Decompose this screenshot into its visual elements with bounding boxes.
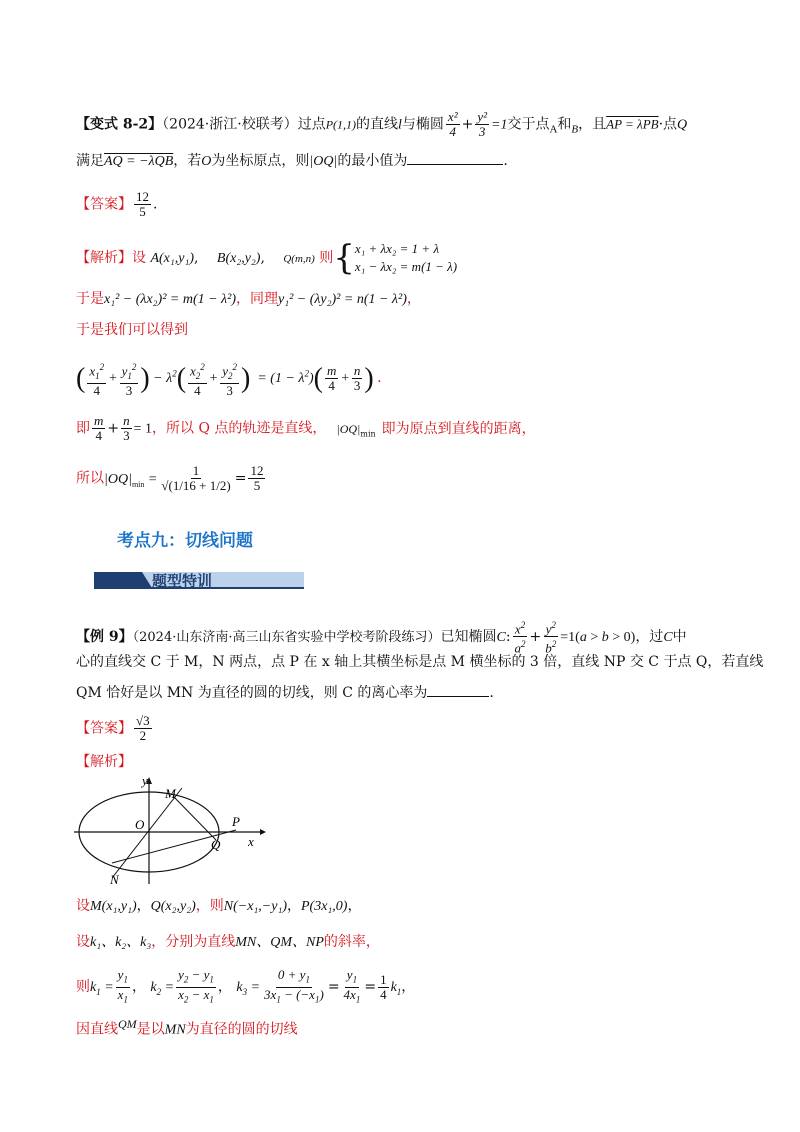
solution-2-line2: [76, 932, 730, 953]
text: .: [503, 153, 508, 169]
solution-1-line2: [76, 289, 730, 310]
text: 为坐标原点，则: [211, 153, 310, 169]
curve-c: C: [496, 629, 506, 645]
text: 是以: [136, 1021, 165, 1038]
text: ，且: [578, 116, 607, 133]
line-l: l: [398, 117, 402, 133]
point-p: P(1,1): [325, 117, 357, 132]
equation-rhs: = 1: [133, 421, 153, 437]
solution-1-line6: 所以$|OQ|_{min}$ = $\frac{1}{√(1/16 + 1/2)}$ = $\frac{12}{5}$: [76, 463, 264, 493]
fraction-x2-4: $\frac{\text{x²}}{4}$: [447, 109, 458, 139]
label-o: O: [135, 817, 145, 832]
fraction-y2-3: $\frac{\text{y²}}{3}$: [477, 109, 487, 139]
vector-eq-aq: AQ = −λQB: [104, 154, 174, 169]
fraction-n3: $\frac{n}{3}$: [123, 413, 130, 443]
fraction-m4: $\frac{m}{4}$: [94, 413, 104, 443]
text: .: [489, 685, 494, 701]
text: 心的直线交 C 于 M，N 两点，点 P 在 x 轴上其横坐标是点 M 横坐标的 3 倍，直线 NP 交 C 于点 Q，若直线: [76, 654, 764, 670]
distance-fraction: $\frac{1}{√(1/16 + 1/2)}$: [161, 463, 231, 493]
point-n-coords: N(−x₁,−y₁): [223, 899, 287, 914]
fraction: $\frac{y_1}{4x_1}$: [343, 967, 361, 1005]
label-x: x: [248, 834, 254, 849]
fraction: $\frac{1}{4}$: [380, 971, 387, 1002]
oq-abs: |OQ|: [336, 421, 361, 436]
text: 于是: [76, 291, 104, 307]
example-source: （2024·山东济南·高三山东省实验中学校考阶段练习）: [132, 629, 441, 645]
text: 交于点: [507, 116, 550, 133]
ellipse-condition: =1(a > b > 0): [560, 629, 636, 645]
text: ，: [347, 898, 362, 914]
text: 即: [76, 420, 90, 437]
point-p-coords: P(3x₁,0): [300, 899, 348, 914]
text: QM 恰好是以 MN 为直径的圆的切线，则 C 的离心率为: [76, 685, 428, 701]
text: 为直径的圆的切线: [185, 1021, 298, 1038]
fraction: $\frac{y_2 - y_1}{x_2 - x_1}$: [178, 967, 214, 1005]
solution-2-line1: 设M(x₁,y₁)，Q(x₂,y₂)，则N(−x₁,−y₁)，P(3x₁,0)，: [76, 898, 362, 914]
slope-names: k₁、k₂、k₃: [90, 935, 152, 950]
problem-tag: 【变式 8-2】: [76, 116, 163, 133]
text: 即为原点到直线的距离，: [381, 420, 536, 437]
subscript-min: min: [360, 429, 376, 439]
label-q: Q: [211, 837, 221, 852]
answer-fraction: $\frac{√3}{2}$: [136, 713, 150, 743]
text: .: [153, 196, 158, 213]
problem-v82-line2: [76, 150, 730, 172]
example-9-line2: [76, 652, 764, 672]
text: ，过: [635, 628, 664, 645]
fraction-y2-b2: $\frac{y^2}{b^2}$: [545, 620, 557, 656]
solution-2-line3: 则$k_1$ = $\frac{y_1}{x_1}$ ， $k_2$ = $\frac{y_2 - y_1}{x_2 - x_1}$ ， $k_3$ = $\frac{0 + y_1}{3x_1 - (-x_1)}$ = $\frac{y_1}{4x_1}$ = $\frac{1}{4}$ $k_1$，: [76, 967, 416, 1005]
point-q-coords: Q(x₂,y₂): [150, 899, 196, 914]
line-names: MN、QM、NP: [235, 935, 324, 950]
k1-term: $k_1$: [390, 980, 402, 997]
text: 设: [76, 898, 90, 914]
text: 因直线: [76, 1021, 118, 1038]
example-tag: 【例 9】: [76, 628, 133, 645]
example-9-line1: 【例 9】（2024·山东济南·高三山东省实验中学校考阶段练习）已知椭圆C: $\frac{x^2}{a^2}$ + $\frac{y^2}{b^2}$ =1(a > b > 0)，过C中: [76, 620, 687, 656]
point-a-coords: A(x₁,y₁): [150, 251, 194, 266]
answer-blank: [427, 682, 489, 697]
text: 和: [557, 116, 572, 133]
label-n: N: [110, 872, 119, 886]
text: 中: [672, 628, 687, 645]
text: 则: [76, 979, 90, 996]
example-9-line3: [76, 682, 730, 703]
solution-2-label: [76, 752, 730, 772]
oq-min-expr: $|OQ|_{min}$ =: [104, 471, 158, 489]
text: 的直线: [356, 116, 399, 133]
label-p: P: [232, 814, 240, 829]
answer-2: [76, 714, 730, 743]
equation-system: x₁ + λx₂ = 1 + λ x₁ − λx₂ = m(1 − λ): [354, 241, 458, 274]
point-q: Q: [677, 117, 688, 133]
answer-label: 【答案】: [76, 720, 132, 737]
brace: {: [333, 238, 355, 278]
text: 于是我们可以得到: [76, 322, 188, 338]
fraction-x2-a2: $\frac{x^2}{a^2}$: [514, 620, 526, 656]
text: 所以: [76, 470, 104, 487]
x-axis-arrow: [260, 829, 266, 835]
text: 满足: [76, 153, 104, 169]
text: ·点: [658, 116, 678, 133]
text: ，若: [173, 153, 202, 169]
text: 的最小值为: [337, 153, 408, 169]
point-a: A: [549, 123, 558, 136]
solution-1-line1: 【解析】设 A(x₁,y₁), B(x₂,y₂), Q(m,n) 则{ x₁ + λx₂ = 1 + λ x₁ − λx₂ = m(1 − λ): [76, 238, 458, 278]
curve-c: C: [663, 629, 673, 645]
text: ，同理: [235, 291, 278, 307]
problem-v82-line1: 【变式 8-2】（2024·浙江·校联考）过点P(1,1)的直线l与椭圆 $\frac{\text{x²}}{4}$ + $\frac{\text{y²}}{3}$ =1交于点$_A$和$_B$，且AP = λPB·点Q: [76, 109, 688, 139]
answer-1: [76, 190, 730, 219]
ellipse-figure: [70, 774, 270, 886]
point-b-coords: B(x₂,y₂): [216, 251, 261, 266]
result-fraction: $\frac{12}{5}$: [250, 463, 264, 493]
banner-text: 题型特训: [152, 572, 213, 590]
equation: y₁² − (λy₂)² = n(1 − λ²): [277, 292, 407, 307]
line-mn: [112, 788, 182, 878]
slope-k3: $k_3$ =: [236, 980, 261, 997]
text: 与椭圆: [401, 116, 444, 133]
text: 过点: [297, 116, 326, 133]
line-mq: [173, 796, 216, 840]
solution-1-line5: 即 $\frac{m}{4}$ + $\frac{n}{3}$ = 1，所以 Q 点的轨迹是直线， $|OQ|_{min}$ 即为原点到直线的距离，: [76, 413, 536, 443]
vector-eq-ap: AP = λPB: [606, 116, 659, 132]
equation: x₁² − (λx₂)² = m(1 − λ²): [104, 292, 236, 307]
text: ，所以 Q 点的轨迹是直线，: [152, 420, 327, 437]
oq-abs: |OQ|: [309, 154, 338, 169]
line-qm: QM: [118, 1017, 137, 1031]
point-b: B: [571, 123, 579, 136]
equation-combined: ( $\frac{x_1^2}{4}$ + $\frac{y_1^2}{3}$ ) − $\lambda^2$( $\frac{x_2^2}{4}$ + $\frac{y_2^2}{3}$ ) = $(1 - \lambda^2)$( $\frac{m}{4}$ + $\frac{n}{3}$ ): [76, 362, 374, 398]
point-m-coords: M(x₁,y₁): [90, 899, 137, 914]
fraction: $\frac{y_1}{x_1}$: [117, 967, 128, 1005]
problem-source: （2024·浙江·校联考）: [162, 116, 298, 133]
solution-1-line3: [76, 320, 730, 340]
fraction: $\frac{0 + y_1}{3x_1 - (-x_1)}$: [264, 967, 324, 1005]
answer-blank: [407, 150, 503, 165]
solution-1-line4: [76, 360, 730, 400]
text: ，: [406, 291, 421, 307]
solution-2-line4: [76, 1014, 730, 1041]
text: 已知椭圆: [440, 628, 497, 645]
text: 设: [76, 934, 90, 950]
ellipse-rhs: =1: [491, 117, 508, 133]
text: .: [377, 370, 382, 387]
text: ，分别为直线: [151, 934, 236, 950]
text: 的斜率，: [323, 934, 380, 950]
line-mn: MN: [164, 1022, 186, 1038]
text: 则: [319, 250, 334, 266]
slope-k2: $k_2$ =: [150, 980, 175, 997]
answer-label: 【答案】: [76, 196, 132, 213]
slope-k1: $k_1$ =: [90, 980, 114, 997]
solution-label: 【解析】: [76, 250, 132, 266]
text: ，则: [195, 898, 224, 914]
section-banner: [94, 568, 304, 590]
section-title: 考点九：切线问题: [117, 531, 253, 551]
point-q-coords: Q(m,n): [283, 253, 315, 265]
text: 设: [132, 250, 146, 266]
point-o: O: [201, 154, 212, 169]
answer-fraction: $\frac{12}{5}$: [136, 189, 149, 219]
label-y: y: [142, 774, 148, 788]
label-m: M: [165, 786, 176, 801]
solution-label: 【解析】: [76, 754, 132, 770]
